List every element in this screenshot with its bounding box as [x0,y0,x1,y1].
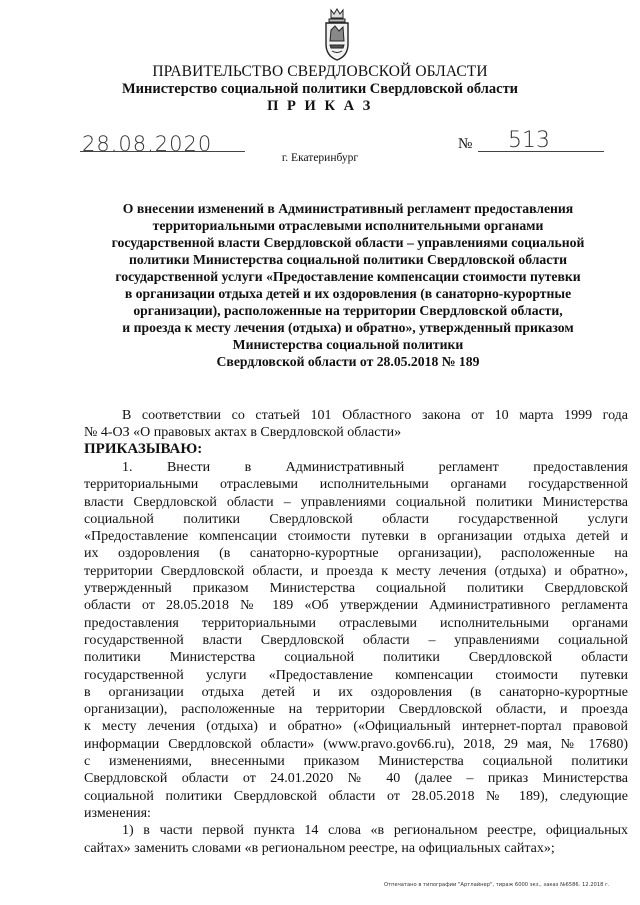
title-line: Свердловской области от 28.05.2018 № 189 [216,354,480,369]
title-line: государственной власти Свердловской области – управлениями социальной [111,235,585,250]
body-line: социальной политики Свердловской области государственной услуги [84,511,628,527]
order-date: 28.08.2020 [82,132,213,156]
body-line: территориальными отраслевыми исполнительными органами государственной [84,477,628,493]
title-line: Министерства социальной политики [232,337,464,352]
body-line: политики Министерства социальной политики Свердловской области [84,650,628,666]
body-line: их оздоровления (в санаторно-курортные организации), расположенные на [84,546,628,562]
title-line: политики Министерства социальной политики Свердловской области [129,252,567,267]
body-line: социальной политики Свердловской области от 28.05.2018 № 189), следующие [84,788,628,804]
preamble [84,407,628,441]
order-body [84,459,628,857]
title-line: в организации отдыха детей и их оздоровления (в санаторно-курортные [124,286,572,301]
title-line: территориальными отраслевыми исполнительными органами [152,218,544,233]
body-line: власти Свердловской области – управлениями социальной политики Министерства [84,494,628,510]
title-line: государственной услуги «Предоставление компенсации стоимости путевки [115,269,581,284]
body-line: государственной власти Свердловской области – управлениями социальной [84,632,628,648]
preamble-line: В соответствии со статьей 101 Областного закона от 10 марта 1999 года [122,408,628,423]
title-line: и проезда к месту лечения (отдыха) и обратно», утвержденный приказом [122,320,574,335]
body-line: сайтах» заменить словами «в региональном реестре, на официальных сайтах»; [84,840,555,856]
order-number: 513 [508,128,550,153]
body-line: территории Свердловской области, и проезда к месту лечения (отдыха) и обратно», [84,563,628,579]
body-line: предоставления территориальными отраслевыми исполнительными органами [84,615,628,631]
print-footer: Отпечатано в типографии "Артлайнер", тираж 6000 экз., заказ №6586. 12.2018 г. [384,882,610,888]
document-type: П Р И К А З [267,98,373,114]
body-line: Свердловской области от 24.01.2020 № 40 (далее – приказ Министерства [84,771,628,787]
title-line: организации), расположенные на территории Свердловской области, [133,303,563,318]
title-line: О внесении изменений в Административный регламент предоставления [122,201,574,216]
body-line: к месту лечения (отдыха) и обратно» («Официальный интернет-портал правовой [84,719,628,735]
command-word: ПРИКАЗЫВАЮ: [84,441,203,457]
ministry-title: Министерство социальной политики Свердловской области [121,81,519,97]
body-line: 1. Внести в Административный регламент предоставления [122,460,628,475]
body-line: утвержденный приказом Министерства социальной политики Свердловской [84,581,628,597]
body-line: организации), расположенные на территории Свердловской области, и проезда [84,702,628,718]
government-title: ПРАВИТЕЛЬСТВО СВЕРДЛОВСКОЙ ОБЛАСТИ [152,63,488,80]
body-line: изменения: [84,805,151,821]
coat-of-arms-icon [322,8,352,62]
body-line: информации Свердловской области» (www.pravo.gov66.ru), 2018, 29 мая, № 17680) [84,736,628,752]
body-line: 1) в части первой пункта 14 слова «в региональном реестре, официальных [122,823,628,839]
body-line: государственной услуги «Предоставление компенсации стоимости путевки [84,667,628,683]
body-line: с изменениями, внесенными приказом Министерства социальной политики [84,754,628,770]
city: г. Екатеринбург [281,152,359,164]
number-sign: № [458,136,473,152]
body-line: в организации отдыха детей и их оздоровления (в санаторно-курортные [84,684,628,700]
body-line: области от 28.05.2018 № 189 «Об утверждении Административного регламента [84,598,628,614]
preamble-line: № 4-ОЗ «О правовых актах в Свердловской области» [84,425,402,440]
order-title [70,200,626,370]
body-line: «Предоставление компенсации стоимости путевки в организации отдыха детей и [84,529,628,545]
